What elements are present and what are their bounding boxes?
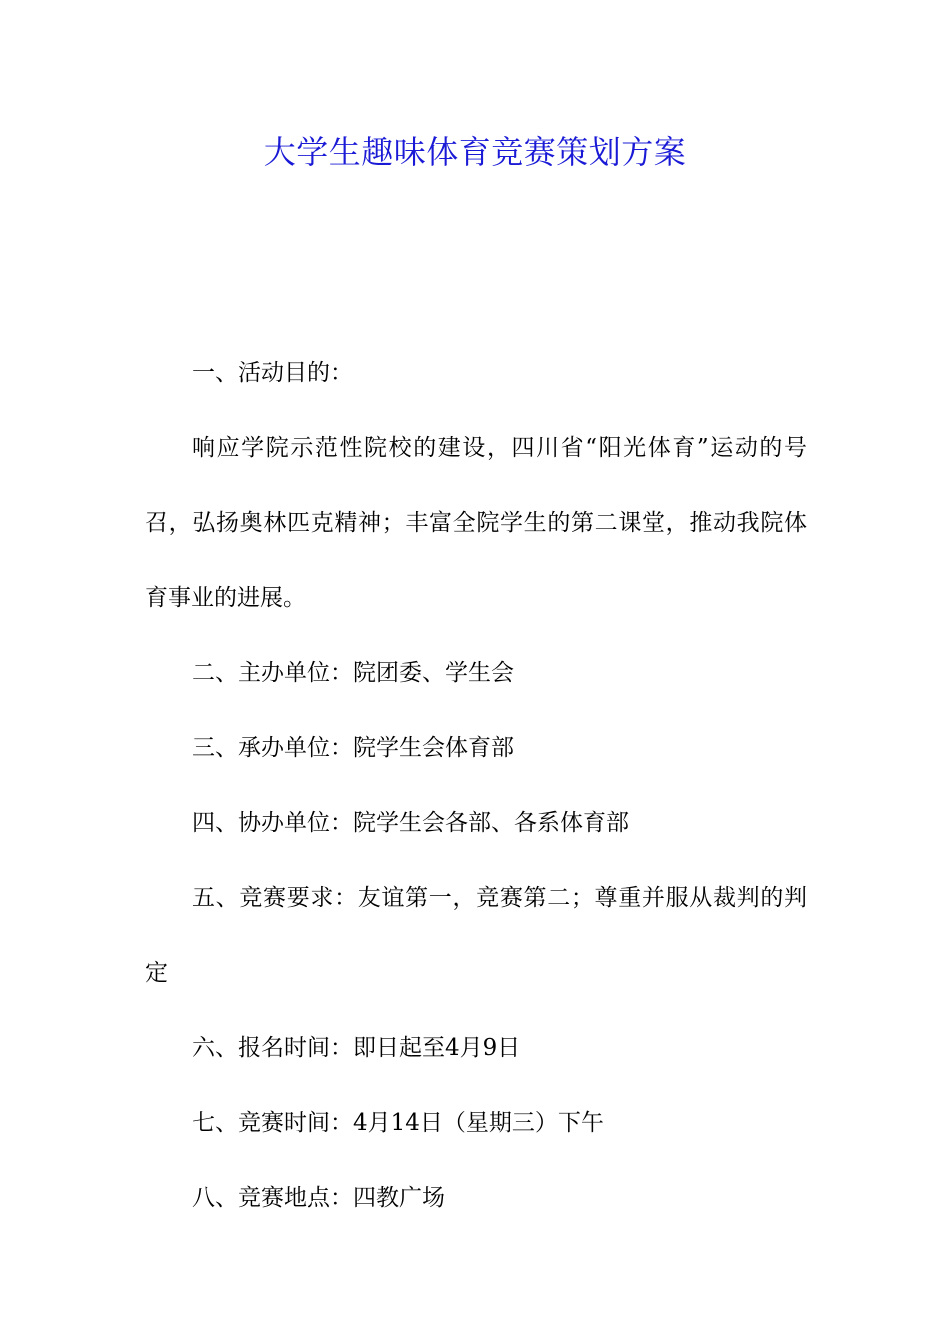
section-heading-purpose: 一、活动目的： (192, 360, 353, 386)
paragraph-host: 三、承办单位：院学生会体育部 (192, 735, 514, 761)
paragraph-co-organizer: 四、协办单位：院学生会各部、各系体育部 (192, 810, 629, 836)
paragraph-organizer: 二、主办单位：院团委、学生会 (192, 660, 514, 686)
paragraph-competition-time: 七、竞赛时间：4月14日（星期三）下午 (192, 1110, 604, 1136)
document-title: 大学生趣味体育竞赛策划方案 (263, 133, 687, 171)
paragraph-venue: 八、竞赛地点：四教广场 (192, 1185, 445, 1211)
document-body (145, 336, 807, 1236)
paragraph-purpose: 响应学院示范性院校的建设，四川省“阳光体育”运动的号召，弘扬奥林匹克精神；丰富全院学生的第二课堂，推动我院体育事业的进展。 (145, 435, 807, 611)
paragraph-registration-time: 六、报名时间：即日起至4月9日 (192, 1035, 521, 1061)
paragraph-requirements: 五、竞赛要求：友谊第一，竞赛第二；尊重并服从裁判的判定 (145, 885, 807, 986)
